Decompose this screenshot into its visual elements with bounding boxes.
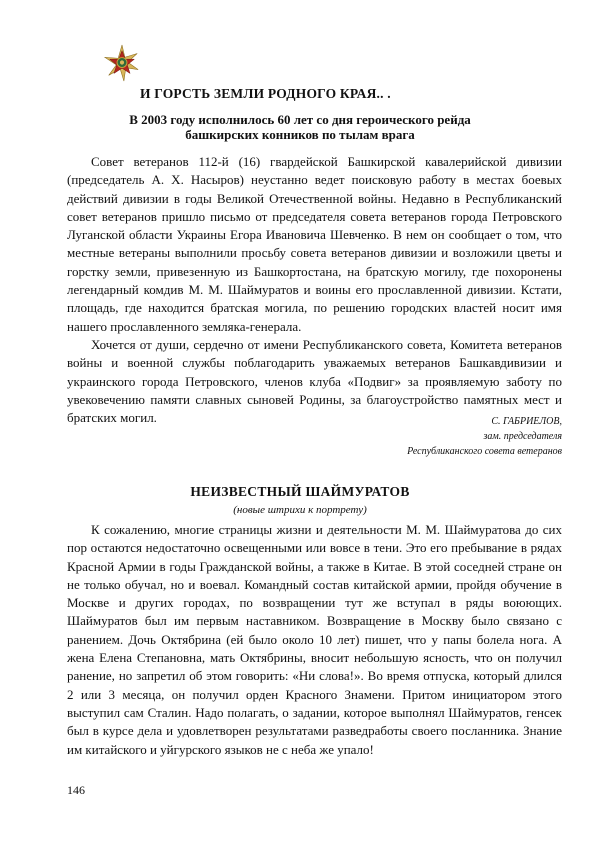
- signature-position: зам. председателя: [483, 431, 562, 442]
- article-body: [67, 153, 562, 427]
- article-title: И ГОРСТЬ ЗЕМЛИ РОДНОГО КРАЯ.. .: [140, 86, 391, 101]
- article-paragraph: Хочется от души, сердечно от имени Республиканского совета, Комитета ветеранов войны и военной службы поблагодарить уважаемых ветеранов Башкавдивизии и украинского города Петровского, членов клуба «Подвиг» за проявляемую заботу по увековечению памяти славных сыновей Родины, за благоустройство памятных мест и братских могил.: [67, 336, 562, 426]
- article-paragraph: Совет ветеранов 112-й (16) гвардейской Башкирской кавалерийской дивизии (председатель А. Х. Насыров) неустанно ведет поисковую работу в местах боевых действий дивизии в годы Великой Отечественной войны. Недавно в Республиканский совет ветеранов пришло письмо от председателя совета ветеранов города Петровского Луганской области Украины Егора Ивановича Шевченко. В нем он сообщает о том, что местные ветераны выполнили просьбу совета ветеранов дивизии и возложили цветы и горстку земли, привезенную из Башкортостана, на братскую могилу, где похоронены легендарный комдив М. М. Шаймуратов и воины его прославленной дивизии. Кстати, площадь, где находится братская могила, по решению городских властей носит имя нашего прославленного земляка-генерала.: [67, 154, 562, 334]
- section-subtitle: (новые штрихи к портрету): [233, 504, 367, 516]
- page-number: 146: [67, 783, 85, 797]
- signature-block: [407, 414, 562, 459]
- article-subtitle: [100, 112, 500, 142]
- section-title: НЕИЗВЕСТНЫЙ ШАЙМУРАТОВ: [190, 484, 410, 499]
- signature-organization: Республиканского совета ветеранов: [407, 446, 562, 457]
- section-paragraph: К сожалению, многие страницы жизни и деятельности М. М. Шаймуратова до сих пор остаются недостаточно освещенными или вовсе в тени. Это его пребывание в рядах Красной Армии в годы Гражданской войны, а также в Китае. В этой соседней стране он не только обучал, но и воевал. Командный состав китайской армии, пройдя обучение в Москве и других городах, по возвращении тут же вступал в ряды воюющих. Шаймуратов был им первым наставником. Возвращение в Москву было связано с ранением. Дочь Октябрина (ей было около 10 лет) пишет, что у папы болела нога. А жена Елена Степановна, мать Октябрины, вносит небольшую ясность, что он получил ранение, но запретил об этом говорить: «Ни слова!». Во время отпуска, который длился 2 или 3 месяца, он получил орден Красного Знамени. Притом инициатором этого выступил сам Сталин. Надо полагать, о задании, которое выполнял Шаймуратов, генсек был в курсе дела и удовлетворен результатами разведработы своего посланника. Знание им китайского и уйгурского языков не с неба же упало!: [67, 522, 562, 757]
- article-subtitle-line2: башкирских конников по тылам врага: [185, 127, 415, 142]
- order-star-icon: [103, 44, 141, 82]
- section-body: [67, 521, 562, 759]
- article-subtitle-line1: В 2003 году исполнилось 60 лет со дня героического рейда: [129, 112, 471, 127]
- signature-name: С. ГАБРИЕЛОВ,: [491, 416, 562, 427]
